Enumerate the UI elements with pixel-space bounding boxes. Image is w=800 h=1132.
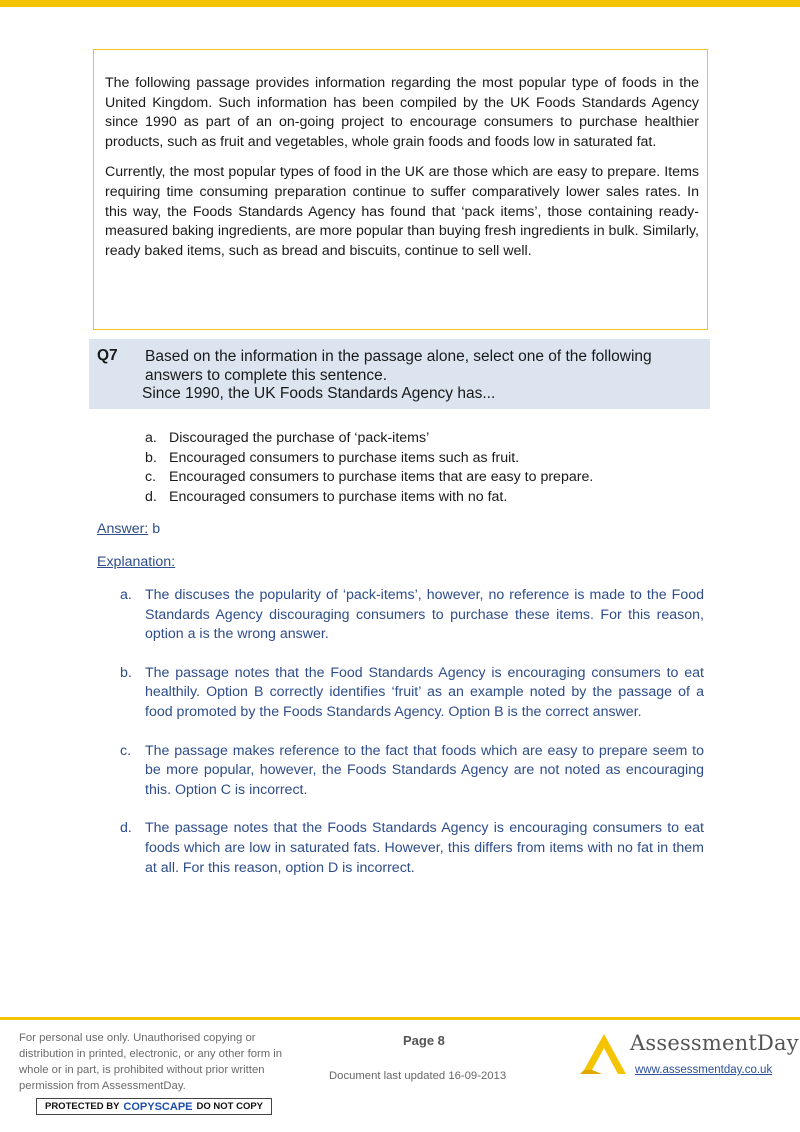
- explanation-text: The passage makes reference to the fact that foods which are easy to prepare seem to be more popular, however, the Foods Standards Agency are not noted as encouraging this. Option C is incorrect.: [145, 742, 704, 798]
- option-text: Encouraged consumers to purchase items that are easy to prepare.: [169, 469, 594, 486]
- explanation-text: The discuses the popularity of ‘pack-items’, however, no reference is made to the Food Standards Agency discouraging consumers to purchase these items. For this reason, option a is the wrong answer.: [145, 587, 704, 643]
- option-a: [145, 429, 593, 449]
- option-d: [145, 488, 593, 508]
- top-accent-bar: [0, 0, 800, 7]
- passage-box: [93, 49, 708, 330]
- passage-paragraph-1: The following passage provides information regarding the most popular type of foods in the United Kingdom. Such information has been compiled by the UK Foods Standards Agency since 1990 as part of an on-going project to encourage consumers to purchase healthier products, such as fruit and vegetables, whole grain foods and foods low in saturated fat.: [105, 75, 699, 150]
- answer-value: b: [148, 521, 161, 537]
- footer-accent-rule: [0, 1017, 800, 1020]
- explanation-letter: a.: [120, 587, 132, 603]
- explanation-list: [120, 586, 704, 897]
- copyscape-brand: COPYSCAPE: [123, 1100, 193, 1113]
- explanation-text: The passage notes that the Food Standards Agency is encouraging consumers to eat healthily. Option B correctly identifies ‘fruit’ as an example noted by the passage of a food promoted by the Foods Standards Agency. Option B is the correct answer.: [145, 664, 704, 720]
- answer-label: Answer:: [97, 521, 149, 537]
- copyscape-suffix: DO NOT COPY: [196, 1101, 264, 1112]
- explanation-item-b: [120, 664, 704, 723]
- question-stem: Since 1990, the UK Foods Standards Agency has...: [142, 385, 496, 402]
- last-updated: Document last updated 16-09-2013: [329, 1070, 507, 1082]
- logo-wordmark: AssessmentDay: [630, 1031, 799, 1055]
- passage-paragraph-2: Currently, the most popular types of food in the UK are those which are easy to prepare. Items requiring time consuming preparation continue to suffer comparatively lower sales rates. In this way, the Foods Standards Agency has found that ‘pack items’, those containing ready-measured baking ingredients, are more popular than buying fresh ingredients in bulk. Similarly, ready baked items, such as bread and biscuits, continue to sell well.: [105, 164, 699, 259]
- copyscape-prefix: PROTECTED BY: [44, 1101, 120, 1112]
- question-text: Based on the information in the passage alone, select one of the following answers to complete this sentence.: [145, 348, 652, 384]
- question-band: [89, 339, 710, 409]
- option-letter: a.: [145, 430, 157, 446]
- page-number: Page 8: [403, 1033, 445, 1048]
- explanation-text: The passage notes that the Foods Standards Agency is encouraging consumers to eat foods which are low in saturated fats. However, this differs from items with no fat in them at all. For this reason, option D is incorrect.: [145, 820, 704, 876]
- explanation-item-c: [120, 742, 704, 801]
- option-letter: b.: [145, 449, 157, 466]
- explanation-item-a: [120, 586, 704, 645]
- explanation-letter: d.: [120, 820, 132, 837]
- option-letter: c.: [145, 469, 157, 486]
- logo-triangle-shape: [584, 1034, 626, 1074]
- logo-base-shape: [580, 1070, 602, 1074]
- option-b: [145, 449, 593, 469]
- explanation-heading: Explanation:: [97, 554, 176, 570]
- explanation-letter: c.: [120, 742, 132, 759]
- answer-line: [97, 521, 160, 537]
- explanation-item-d: [120, 819, 704, 878]
- website-link[interactable]: www.assessmentday.co.uk: [635, 1064, 773, 1076]
- option-text: Discouraged the purchase of ‘pack-items’: [169, 430, 430, 446]
- option-letter: d.: [145, 488, 157, 505]
- copyscape-badge[interactable]: [36, 1098, 272, 1115]
- question-number: Q7: [97, 347, 118, 364]
- answer-options: [145, 429, 593, 507]
- option-text: Encouraged consumers to purchase items such as fruit.: [169, 449, 520, 466]
- assessmentday-logo-icon: [578, 1030, 632, 1078]
- explanation-letter: b.: [120, 664, 132, 681]
- copyright-notice: For personal use only. Unauthorised copying or distribution in printed, electronic, or any other form in whole or in part, is prohibited without prior written permission from AssessmentDay.: [19, 1032, 283, 1092]
- option-c: [145, 468, 593, 488]
- option-text: Encouraged consumers to purchase items with no fat.: [169, 488, 508, 505]
